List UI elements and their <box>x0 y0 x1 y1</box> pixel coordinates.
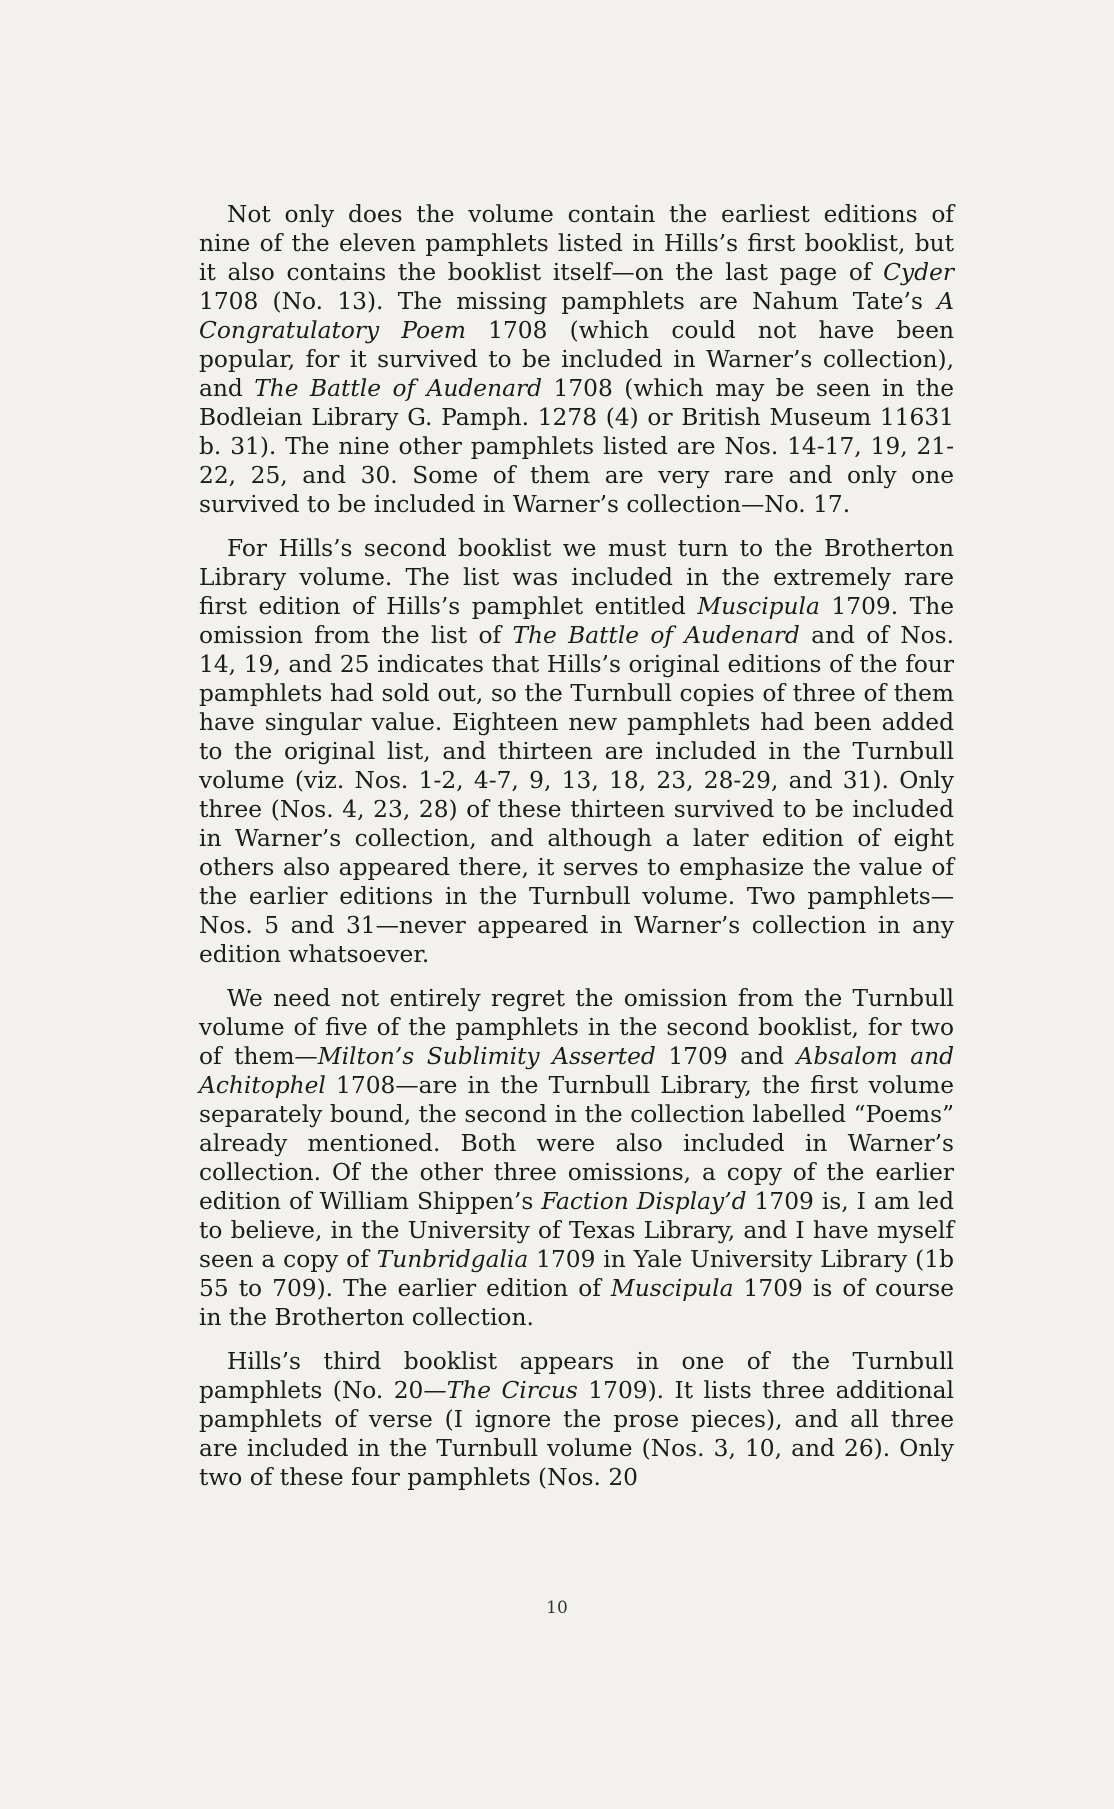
text-run: For Hills’s second booklist we must turn to the Brotherton Library volume. The list was included in the extremely rare first edition of Hills’s pamphlet entitled <box>199 535 954 620</box>
italic-title: Muscipula <box>610 1275 734 1302</box>
italic-title: Cyder <box>883 259 954 286</box>
paragraph <box>199 984 954 1332</box>
text-run: 1709 is of course in the Brotherton collection. <box>199 1275 954 1331</box>
body-text <box>199 200 954 1507</box>
italic-title: The Battle of Audenard <box>254 375 543 402</box>
paragraph <box>199 200 954 519</box>
italic-title: Faction Display’d <box>541 1188 747 1215</box>
text-run: 1709 in Yale University Library (1b 55 to 709). The earlier edition of <box>199 1246 955 1302</box>
italic-title: Muscipula <box>697 593 820 620</box>
page-number: 10 <box>546 1598 568 1618</box>
text-run: 1708 (which could not have been popular, for it survived to be included in Warner’s collection), and <box>199 317 954 402</box>
text-run: 1708 (No. 13). The missing pamphlets are Nahum Tate’s <box>199 288 938 315</box>
text-run: 1708 (which may be seen in the Bodleian Library G. Pamph. 1278 (4) or British Museum 11631 b. 31). The nine other pamphlets listed are Nos. 14-17, 19, 21-22, 25, and 30. Some of them are very rare and only one survived to be included in Warner’s collection—No. 17. <box>199 375 955 518</box>
text-run: 1709 and <box>655 1043 797 1070</box>
text-run: 1709. The omission from the list of <box>199 593 954 649</box>
italic-title: Absalom and Achitophel <box>199 1043 954 1099</box>
text-run: Not only does the volume contain the earliest editions of nine of the eleven pamphlets listed in Hills’s first booklist, but it also contains the booklist itself—on the last page of <box>199 201 954 286</box>
text-run: 1708—are in the Turnbull Library, the first volume separately bound, the second in the collection labelled “Poems” already mentioned. Both were also included in Warner’s collection. Of the other three omissions, a copy of the earlier edition of William Shippen’s <box>199 1072 954 1215</box>
italic-title: The Battle of Audenard <box>512 622 800 649</box>
paragraph <box>199 534 954 969</box>
paragraph <box>199 1347 954 1492</box>
text-run: and of Nos. 14, 19, and 25 indicates that Hills’s original editions of the four pamphlets had sold out, so the Turnbull copies of three of them have singular value. Eighteen new pamphlets had been added to the original list, and thirteen are included in the Turnbull volume (viz. Nos. 1-2, 4-7, 9, 13, 18, 23, 28-29, and 31). Only three (Nos. 4, 23, 28) of these thirteen survived to be included in Warner’s collection, and although a later edition of eight others also appeared there, it serves to emphasize the value of the earlier editions in the Turnbull volume. Two pamphlets—Nos. 5 and 31—never appeared in Warner’s collection in any edition whatsoever. <box>199 622 954 968</box>
text-run: We need not entirely regret the omission from the Turnbull volume of five of the pamphlets in the second booklist, for two of them— <box>199 985 954 1070</box>
text-run: 1709). It lists three additional pamphlets of verse (I ignore the prose pieces), and all three are included in the Turnbull volume (Nos. 3, 10, and 26). Only two of these four pamphlets (Nos. 20 <box>199 1377 954 1491</box>
italic-title: Milton’s Sublimity Asserted <box>317 1043 656 1070</box>
text-run: Hills’s third booklist appears in one of the Turnbull pamphlets (No. 20— <box>199 1348 954 1404</box>
italic-title: A Congratulatory Poem <box>199 288 954 344</box>
italic-title: Tunbridgalia <box>376 1246 529 1273</box>
text-run: 1709 is, I am led to believe, in the University of Texas Library, and I have myself seen a copy of <box>199 1188 954 1273</box>
italic-title: The Circus <box>446 1377 578 1404</box>
